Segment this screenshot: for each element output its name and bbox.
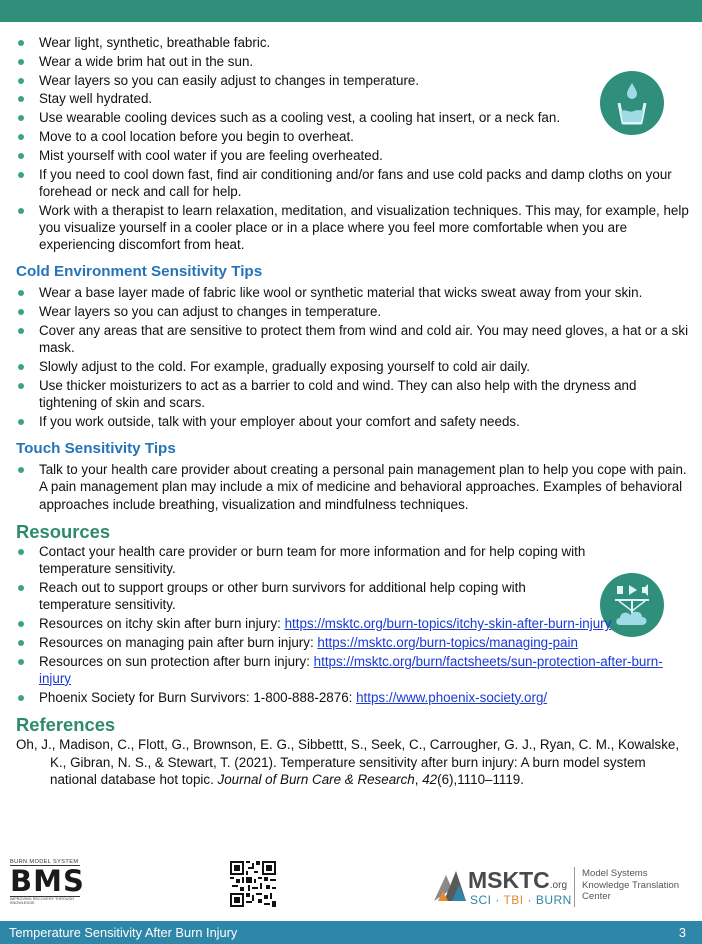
list-item: Move to a cool location before you begin to overheat.: [16, 128, 692, 145]
msktc-name: MSKTC: [468, 867, 550, 893]
footer-title: Temperature Sensitivity After Burn Injury: [9, 925, 238, 940]
center-name-line: Knowledge Translation: [582, 879, 680, 891]
list-item: [16, 653, 692, 687]
page-content: [16, 34, 692, 789]
bms-logo-tagline: IMPROVING RECOVERY THROUGH KNOWLEDGE: [10, 897, 75, 905]
touch-tips-list: [16, 461, 692, 513]
page-footer: [0, 921, 702, 944]
touch-tips-heading: Touch Sensitivity Tips: [16, 439, 176, 457]
list-item: Talk to your health care provider about creating a personal pain management plan to help you cope with pain. A pain management plan may include a mix of medicine and behavioral approaches. Examples of behavioral approaches include breathing, visualization and mindfulness techniques.: [16, 461, 692, 513]
msktc-wordmark: [468, 867, 567, 894]
reference-citation: [16, 736, 692, 789]
resource-label: Phoenix Society for Burn Survivors: 1-800-888-2876:: [39, 689, 357, 705]
qr-code-icon[interactable]: [230, 861, 276, 907]
bms-logo-wordmark: BMS: [10, 864, 85, 898]
citation-text: Oh, J., Madison, C., Flott, G., Brownson, E. G., Sibbettt, S., Seek, C., Carrougher, G. J., Ryan, C. M., Kowalske, K., Gibran, N. S., & Stewart, T. (2021). Temperature sensitivity after burn injury: A burn model system national database hot topic.: [16, 737, 680, 788]
sci-label: SCI: [470, 893, 492, 907]
logo-strip: [0, 855, 702, 921]
list-item: Cover any areas that are sensitive to protect them from wind and cold air. You may need gloves, a hat or a ski mask.: [16, 322, 692, 356]
list-item: Work with a therapist to learn relaxation, meditation, and visualization techniques. This may, for example, help you visualize yourself in a cooler place or in a place where you feel more comfortable when you are experiencing discomfort from heat.: [16, 202, 692, 254]
list-item: Wear layers so you can easily adjust to changes in temperature.: [16, 72, 692, 89]
resource-label: Resources on itchy skin after burn injury:: [39, 616, 285, 631]
top-accent-bar: [0, 0, 702, 22]
list-item: [16, 634, 692, 651]
list-item: [16, 615, 692, 632]
resource-label: Resources on managing pain after burn injury:: [39, 634, 318, 650]
msktc-mark-icon: [432, 865, 468, 905]
list-item: Mist yourself with cool water if you are feeling overheated.: [16, 147, 692, 164]
bms-logo: [10, 859, 84, 915]
cold-tips-heading: Cold Environment Sensitivity Tips: [16, 263, 263, 281]
burn-label: BURN: [535, 893, 572, 907]
resources-link-list: [16, 615, 692, 706]
logo-divider: [574, 867, 575, 907]
cold-tips-list: [16, 284, 692, 430]
tbi-label: TBI: [503, 893, 524, 907]
list-item: Use thicker moisturizers to act as a barrier to cold and wind. They can also help with the dryness and tightening of skin and scars.: [16, 377, 692, 411]
citation-pages: (6),1110–1119.: [437, 772, 524, 788]
resources-text-list: [16, 543, 692, 613]
resource-label: Resources on sun protection after burn injury:: [39, 653, 314, 669]
list-item: Wear light, synthetic, breathable fabric.: [16, 34, 692, 51]
bms-logo-caption: BURN MODEL SYSTEM: [10, 859, 79, 865]
msktc-center-name: [582, 868, 679, 903]
list-item: [16, 689, 692, 706]
journal-volume: 42: [422, 772, 438, 788]
list-item: If you need to cool down fast, find air conditioning and/or fans and use cold packs and damp cloths on your forehead or neck and call for help.: [16, 166, 692, 200]
list-item: If you work outside, talk with your employer about your comfort and safety needs.: [16, 413, 692, 430]
resources-heading: Resources: [16, 520, 111, 542]
managing-pain-link[interactable]: https://msktc.org/burn-topics/managing-pain: [317, 634, 578, 650]
list-item: Stay well hydrated.: [16, 90, 692, 107]
separator-dot: ·: [523, 893, 536, 907]
list-item: Wear a wide brim hat out in the sun.: [16, 53, 692, 70]
list-item: Reach out to support groups or other burn survivors for additional help coping with temperature sensitivity.: [16, 579, 692, 613]
list-item: Contact your health care provider or burn team for more information and for help coping with temperature sensitivity.: [16, 543, 692, 577]
list-item: Use wearable cooling devices such as a cooling vest, a cooling hat insert, or a neck fan.: [16, 109, 692, 126]
msktc-org: .org: [549, 880, 568, 891]
msktc-logo: [432, 863, 694, 913]
journal-name: Journal of Burn Care & Research: [217, 772, 415, 788]
references-heading: References: [16, 713, 116, 735]
center-name-line: Center: [582, 891, 611, 902]
separator-dot: ·: [491, 893, 504, 907]
itchy-skin-link[interactable]: https://msktc.org/burn-topics/itchy-skin-after-burn-injury: [284, 616, 612, 631]
phoenix-society-link[interactable]: https://www.phoenix-society.org/: [356, 689, 548, 705]
heat-tips-list: [16, 34, 692, 253]
list-item: Slowly adjust to the cold. For example, gradually exposing yourself to cold air daily.: [16, 358, 692, 375]
msktc-programs: [470, 893, 572, 907]
page-number: 3: [678, 925, 686, 940]
center-name-line: Model Systems: [582, 868, 648, 879]
sun-protection-link[interactable]: https://msktc.org/burn/factsheets/sun-protection-after-burn-injury: [39, 653, 663, 686]
list-item: Wear a base layer made of fabric like wool or synthetic material that wicks sweat away from your skin.: [16, 284, 692, 301]
list-item: Wear layers so you can adjust to changes in temperature.: [16, 303, 692, 320]
citation-separator: ,: [414, 772, 423, 788]
